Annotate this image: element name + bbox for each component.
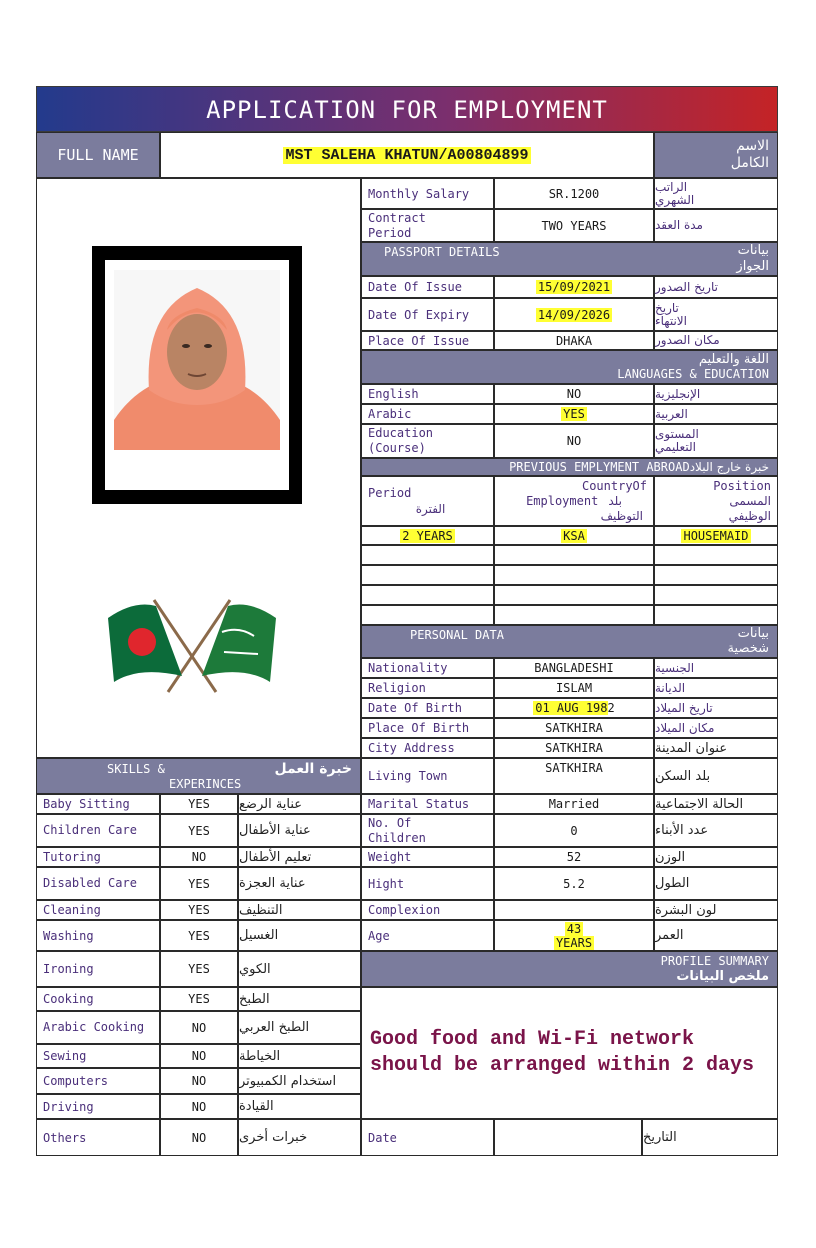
skills-header-en-1: SKILLS & bbox=[107, 762, 165, 776]
age-arabic: العمر bbox=[654, 920, 778, 951]
contract-value: TWO YEARS bbox=[494, 209, 654, 242]
prev-empty-cell bbox=[361, 585, 494, 605]
skill-arabic: تعليم الأطفال bbox=[238, 847, 361, 867]
skill-value: YES bbox=[160, 951, 238, 987]
personal-header-ar-1: بيانات bbox=[737, 626, 769, 641]
prev-period-value: 2 YEARS bbox=[402, 528, 453, 543]
skill-label: Disabled Care bbox=[36, 867, 160, 900]
skills-header-en-2: EXPERINCES bbox=[169, 777, 242, 791]
education-label-line2: (Course) bbox=[368, 441, 426, 455]
skill-label: Children Care bbox=[36, 814, 160, 847]
skill-label: Washing bbox=[36, 920, 160, 951]
full-name-ar-line1: الاسم bbox=[736, 138, 769, 154]
pob-arabic: مكان الميلاد bbox=[654, 718, 778, 738]
issue-date-label: Date Of Issue bbox=[361, 276, 494, 298]
education-value: NO bbox=[494, 424, 654, 458]
city-value: SATKHIRA bbox=[494, 738, 654, 758]
issue-place-value: DHAKA bbox=[494, 331, 654, 350]
expiry-ar-line2: الانتهاء bbox=[655, 313, 687, 328]
skill-arabic: القيادة bbox=[238, 1094, 361, 1119]
skill-label: Others bbox=[36, 1119, 160, 1156]
height-label: Hight bbox=[361, 867, 494, 900]
expiry-date-label: Date Of Expiry bbox=[361, 298, 494, 331]
english-label: English bbox=[361, 384, 494, 404]
dob-label: Date Of Birth bbox=[361, 698, 494, 718]
skill-arabic: عناية الأطفال bbox=[238, 814, 361, 847]
arabic-arabic: العربية bbox=[654, 404, 778, 424]
skill-arabic: خبرات أخرى bbox=[238, 1119, 361, 1156]
prev-col-position-ar2: الوظيفي bbox=[728, 508, 771, 523]
dob-value-end: 2 bbox=[607, 701, 615, 715]
personal-header-ar-2: شخصية bbox=[727, 641, 769, 656]
passport-header-ar bbox=[736, 243, 777, 275]
skill-value: YES bbox=[160, 867, 238, 900]
prev-empty-cell bbox=[361, 605, 494, 625]
prev-position-value: HOUSEMAID bbox=[683, 528, 749, 543]
summary-text: Good food and Wi-Fi network should be arranged within 2 days bbox=[370, 1028, 755, 1077]
skill-arabic: الكوي bbox=[238, 951, 361, 987]
salary-ar-line1: الراتب bbox=[655, 179, 688, 194]
skill-value: YES bbox=[160, 900, 238, 920]
applicant-photo bbox=[114, 270, 280, 450]
prev-empty-cell bbox=[654, 605, 778, 625]
issue-date-field bbox=[494, 276, 654, 298]
prev-col-period-ar: الفترة bbox=[415, 502, 446, 516]
education-arabic bbox=[654, 424, 778, 458]
english-value: NO bbox=[494, 384, 654, 404]
skill-label: Computers bbox=[36, 1068, 160, 1094]
skill-value: NO bbox=[160, 847, 238, 867]
prev-empty-cell bbox=[494, 605, 654, 625]
personal-header-ar bbox=[728, 626, 777, 656]
expiry-date-field bbox=[494, 298, 654, 331]
full-name-arabic bbox=[654, 132, 778, 178]
passport-header-ar-1: بيانات bbox=[737, 243, 769, 258]
contract-arabic: مدة العقد bbox=[654, 209, 778, 242]
languages-header-en: LANGUAGES & EDUCATION bbox=[617, 367, 769, 381]
arabic-label: Arabic bbox=[361, 404, 494, 424]
prev-col-period bbox=[361, 476, 494, 526]
summary-header-ar: ملخص البيانات bbox=[676, 969, 769, 984]
skills-header-ar: خبرة العمل bbox=[274, 761, 352, 777]
nationality-arabic: الجنسية bbox=[654, 658, 778, 678]
children-label bbox=[361, 814, 494, 847]
skill-arabic: الخياطة bbox=[238, 1044, 361, 1068]
education-ar-line1: المستوى bbox=[655, 427, 699, 441]
age-field bbox=[494, 920, 654, 951]
skill-value: YES bbox=[160, 987, 238, 1011]
crossed-flags-icon bbox=[104, 596, 280, 696]
weight-label: Weight bbox=[361, 847, 494, 867]
skill-arabic: عناية الرضع bbox=[238, 794, 361, 814]
prev-col-position bbox=[654, 476, 778, 526]
prev-row-position bbox=[654, 526, 778, 545]
skill-value: YES bbox=[160, 814, 238, 847]
skill-arabic: الطبخ العربي bbox=[238, 1011, 361, 1044]
contract-label bbox=[361, 209, 494, 242]
marital-value: Married bbox=[494, 794, 654, 814]
skill-label: Tutoring bbox=[36, 847, 160, 867]
prev-col-country-en1: CountryOf bbox=[581, 478, 647, 493]
full-name-field bbox=[160, 132, 654, 178]
full-name-ar-line2: الكامل bbox=[730, 155, 769, 171]
weight-value: 52 bbox=[494, 847, 654, 867]
arabic-field bbox=[494, 404, 654, 424]
skill-label: Sewing bbox=[36, 1044, 160, 1068]
contract-label-line2: Period bbox=[368, 225, 412, 240]
form-title: APPLICATION FOR EMPLOYMENT bbox=[36, 86, 778, 132]
skill-arabic: الطبخ bbox=[238, 987, 361, 1011]
nationality-value: BANGLADESHI bbox=[494, 658, 654, 678]
religion-value: ISLAM bbox=[494, 678, 654, 698]
skill-label: Driving bbox=[36, 1094, 160, 1119]
prev-empty-cell bbox=[654, 545, 778, 565]
salary-value: SR.1200 bbox=[494, 178, 654, 209]
salary-arabic bbox=[654, 178, 778, 209]
city-label: City Address bbox=[361, 738, 494, 758]
issue-place-arabic: مكان الصدور bbox=[654, 331, 778, 350]
prev-empty-cell bbox=[494, 585, 654, 605]
prev-col-country bbox=[494, 476, 654, 526]
expiry-date-value: 14/09/2026 bbox=[537, 307, 611, 322]
age-label: Age bbox=[361, 920, 494, 951]
salary-label: Monthly Salary bbox=[361, 178, 494, 209]
complexion-arabic: لون البشرة bbox=[654, 900, 778, 920]
skill-value: YES bbox=[160, 794, 238, 814]
marital-label: Marital Status bbox=[361, 794, 494, 814]
contract-label-line1: Contract bbox=[368, 210, 426, 225]
skill-value: NO bbox=[160, 1119, 238, 1156]
prev-empty-cell bbox=[654, 565, 778, 585]
prev-col-position-en: Position bbox=[713, 478, 771, 493]
skill-arabic: عناية العجزة bbox=[238, 867, 361, 900]
children-label-line1: No. Of bbox=[368, 815, 412, 830]
skill-value: YES bbox=[160, 920, 238, 951]
summary-header bbox=[361, 951, 778, 987]
town-arabic: بلد السكن bbox=[654, 758, 778, 794]
dob-arabic: تاريخ الميلاد bbox=[654, 698, 778, 718]
previous-employment-header bbox=[361, 458, 778, 476]
dob-value: 01 AUG 198 bbox=[535, 701, 608, 715]
skill-value: NO bbox=[160, 1094, 238, 1119]
passport-header bbox=[361, 242, 778, 276]
expiry-date-arabic bbox=[654, 298, 778, 331]
skills-header bbox=[36, 758, 361, 794]
salary-ar-line2: الشهري bbox=[655, 192, 695, 207]
date-arabic: التاريخ bbox=[642, 1119, 778, 1156]
prev-empty-cell bbox=[654, 585, 778, 605]
education-ar-line2: التعليمي bbox=[655, 440, 696, 454]
town-value: SATKHIRA bbox=[494, 758, 654, 794]
religion-arabic: الديانة bbox=[654, 678, 778, 698]
full-name-label: FULL NAME bbox=[36, 132, 160, 178]
prev-empty-cell bbox=[494, 565, 654, 585]
passport-header-en: PASSPORT DETAILS bbox=[384, 245, 500, 259]
issue-date-value: 15/09/2021 bbox=[537, 280, 611, 294]
issue-date-arabic: تاريخ الصدور bbox=[654, 276, 778, 298]
passport-header-ar-2: الجواز bbox=[736, 259, 769, 274]
skill-label: Cooking bbox=[36, 987, 160, 1011]
skill-label: Baby Sitting bbox=[36, 794, 160, 814]
languages-header-ar: اللغة والتعليم bbox=[698, 352, 769, 367]
summary-header-en: PROFILE SUMMARY bbox=[660, 954, 769, 968]
prev-col-country-en2: Employment bbox=[526, 493, 599, 508]
prev-country-value: KSA bbox=[563, 528, 585, 543]
english-arabic: الإنجليزية bbox=[654, 384, 778, 404]
town-label: Living Town bbox=[361, 758, 494, 794]
height-arabic: الطول bbox=[654, 867, 778, 900]
prev-empty-cell bbox=[361, 565, 494, 585]
prev-col-country-ar2: التوظيف bbox=[600, 508, 643, 523]
skill-label: Arabic Cooking bbox=[36, 1011, 160, 1044]
nationality-label: Nationality bbox=[361, 658, 494, 678]
previous-header-ar: خبرة خارج البلاد bbox=[689, 460, 769, 474]
education-label bbox=[361, 424, 494, 458]
skill-arabic: استخدام الكمبيوتر bbox=[238, 1068, 361, 1094]
issue-place-label: Place Of Issue bbox=[361, 331, 494, 350]
marital-arabic: الحالة الاجتماعية bbox=[654, 794, 778, 814]
personal-header bbox=[361, 625, 778, 658]
city-arabic: عنوان المدينة bbox=[654, 738, 778, 758]
skill-value: NO bbox=[160, 1011, 238, 1044]
complexion-label: Complexion bbox=[361, 900, 494, 920]
skill-label: Cleaning bbox=[36, 900, 160, 920]
children-value: 0 bbox=[494, 814, 654, 847]
skill-value: NO bbox=[160, 1044, 238, 1068]
age-value: 43 bbox=[566, 921, 582, 936]
age-unit: YEARS bbox=[555, 935, 593, 950]
personal-header-en: PERSONAL DATA bbox=[410, 628, 504, 642]
prev-row-country bbox=[494, 526, 654, 545]
languages-header bbox=[361, 350, 778, 384]
prev-col-period-en: Period bbox=[368, 486, 412, 500]
date-label: Date bbox=[361, 1119, 494, 1156]
children-arabic: عدد الأبناء bbox=[654, 814, 778, 847]
prev-empty-cell bbox=[361, 545, 494, 565]
prev-col-country-ar1: بلد bbox=[608, 493, 622, 508]
arabic-value: YES bbox=[563, 407, 585, 421]
dob-field bbox=[494, 698, 654, 718]
prev-col-position-ar1: المسمى bbox=[729, 493, 771, 508]
pob-label: Place Of Birth bbox=[361, 718, 494, 738]
religion-label: Religion bbox=[361, 678, 494, 698]
height-value: 5.2 bbox=[494, 867, 654, 900]
full-name-value: MST SALEHA KHATUN/A00804899 bbox=[285, 146, 529, 164]
complexion-value bbox=[494, 900, 654, 920]
previous-header-en: PREVIOUS EMPLYMENT ABROAD bbox=[509, 460, 690, 474]
date-value bbox=[494, 1119, 642, 1156]
children-label-line2: Children bbox=[368, 830, 426, 845]
skills-header-en bbox=[37, 759, 241, 792]
pob-value: SATKHIRA bbox=[494, 718, 654, 738]
prev-empty-cell bbox=[494, 545, 654, 565]
skill-arabic: التنظيف bbox=[238, 900, 361, 920]
skill-label: Ironing bbox=[36, 951, 160, 987]
skill-arabic: الغسيل bbox=[238, 920, 361, 951]
prev-row-period bbox=[361, 526, 494, 545]
weight-arabic: الوزن bbox=[654, 847, 778, 867]
summary-box bbox=[361, 987, 778, 1119]
skill-value: NO bbox=[160, 1068, 238, 1094]
expiry-ar-line1: تاريخ bbox=[655, 300, 679, 315]
education-label-line1: Education bbox=[368, 426, 434, 440]
